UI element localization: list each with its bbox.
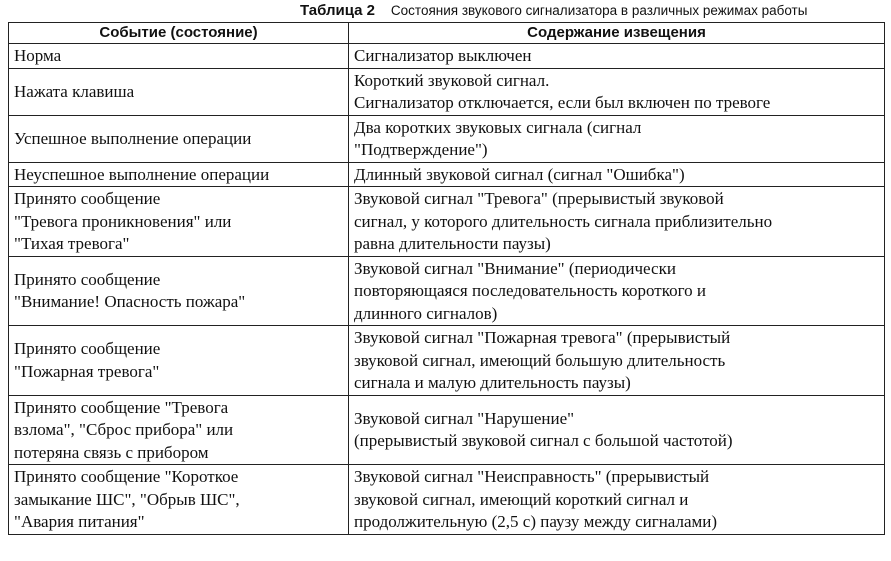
- content-cell: Звуковой сигнал "Внимание" (периодически повторяющаяся последовательность короткого и длинного сигналов): [349, 256, 885, 326]
- header-row: [9, 23, 885, 44]
- event-cell: Принято сообщение "Тревога проникновения" или "Тихая тревога": [9, 187, 349, 257]
- table-row: [9, 162, 885, 187]
- content-cell: Короткий звуковой сигнал. Сигнализатор отключается, если был включен по тревоге: [349, 68, 885, 115]
- signal-states-table: [8, 22, 885, 535]
- content-cell: Звуковой сигнал "Пожарная тревога" (прерывистый звуковой сигнал, имеющий большую длительность сигнала и малую длительность паузы): [349, 326, 885, 396]
- content-cell: Два коротких звуковых сигнала (сигнал "Подтверждение"): [349, 115, 885, 162]
- content-cell: Звуковой сигнал "Неисправность" (прерывистый звуковой сигнал, имеющий короткий сигнал и продолжительную (2,5 с) паузу между сигналами): [349, 465, 885, 535]
- event-cell: Принято сообщение "Короткое замыкание ШС", "Обрыв ШС", "Авария питания": [9, 465, 349, 535]
- caption-text: Состояния звукового сигнализатора в различных режимах работы: [390, 3, 808, 18]
- table-caption: [300, 0, 888, 21]
- table-row: [9, 395, 885, 465]
- content-cell: Длинный звуковой сигнал (сигнал "Ошибка"): [349, 162, 885, 187]
- event-cell: Норма: [9, 44, 349, 69]
- header-content: Содержание извещения: [349, 23, 885, 44]
- event-cell: Успешное выполнение операции: [9, 115, 349, 162]
- table-row: [9, 115, 885, 162]
- table-row: [9, 44, 885, 69]
- content-cell: Сигнализатор выключен: [349, 44, 885, 69]
- table-row: [9, 326, 885, 396]
- event-cell: Принято сообщение "Пожарная тревога": [9, 326, 349, 396]
- content-cell: Звуковой сигнал "Нарушение" (прерывистый звуковой сигнал с большой частотой): [349, 395, 885, 465]
- event-cell: Неуспешное выполнение операции: [9, 162, 349, 187]
- table-row: [9, 187, 885, 257]
- event-cell: Нажата клавиша: [9, 68, 349, 115]
- event-cell: Принято сообщение "Тревога взлома", "Сброс прибора" или потеряна связь с прибором: [9, 395, 349, 465]
- header-event: Событие (состояние): [9, 23, 349, 44]
- table-row: [9, 256, 885, 326]
- event-cell: Принято сообщение "Внимание! Опасность пожара": [9, 256, 349, 326]
- table-row: [9, 68, 885, 115]
- content-cell: Звуковой сигнал "Тревога" (прерывистый звуковой сигнал, у которого длительность сигнала приблизительно равна длительности паузы): [349, 187, 885, 257]
- caption-label: Таблица 2: [300, 2, 376, 19]
- table-row: [9, 465, 885, 535]
